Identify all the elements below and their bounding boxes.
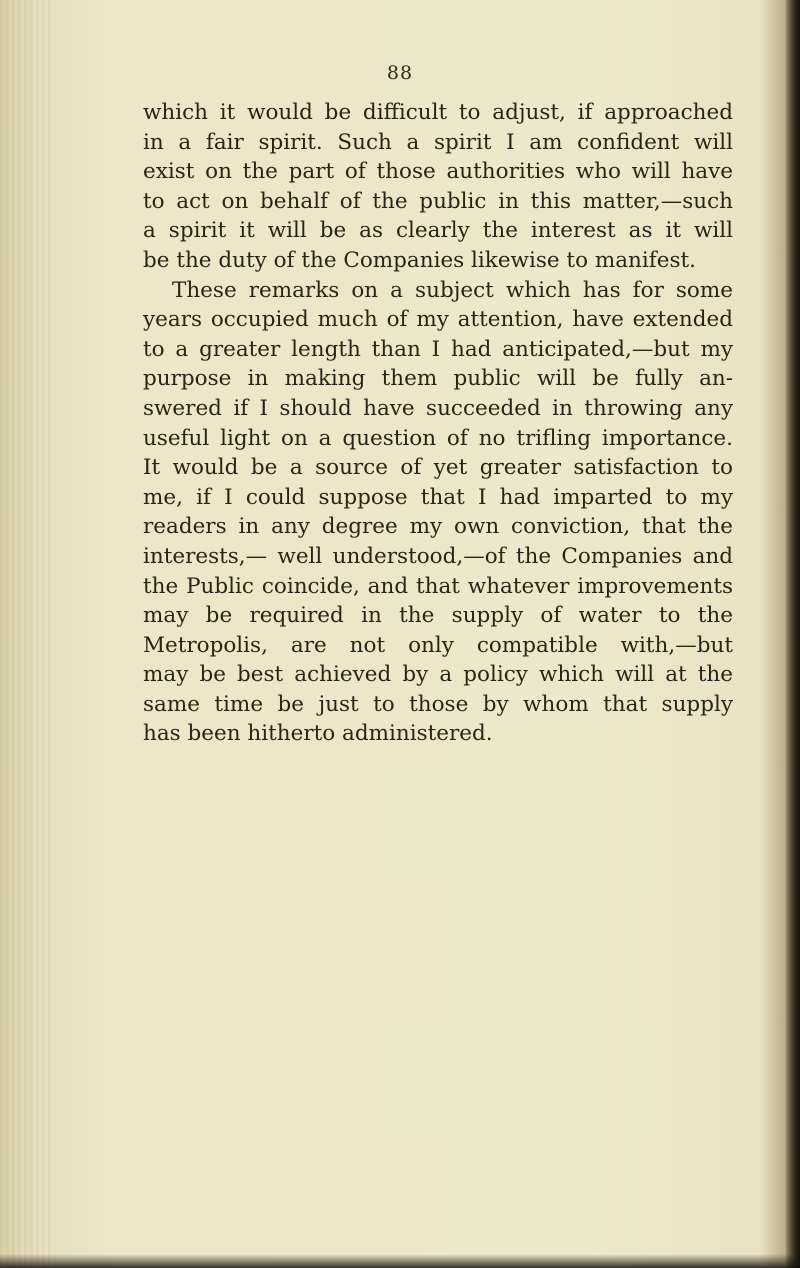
- text-line: swered if I should have succeeded in throwing any: [143, 395, 733, 421]
- text-line: to act on behalf of the public in this matter,—such: [143, 188, 733, 214]
- text-line: years occupied much of my attention, have extended: [143, 307, 733, 333]
- text-line: a spirit it will be as clearly the interest as it will: [143, 218, 733, 244]
- text-line: interests,— well understood,—of the Companies and: [143, 543, 733, 569]
- text-line: It would be a source of yet greater satisfaction to: [143, 455, 733, 481]
- text-line: exist on the part of those authorities who will have: [143, 159, 733, 185]
- text-line: Metropolis, are not only compatible with,—but: [143, 632, 733, 658]
- text-line: useful light on a question of no trifling importance.: [143, 425, 733, 451]
- page-edge-shadow: [786, 0, 800, 1268]
- text-line: same time be just to those by whom that supply: [143, 691, 733, 717]
- text-line: These remarks on a subject which has for some: [172, 277, 733, 303]
- text-line: purpose in making them public will be fully an-: [143, 366, 733, 392]
- text-line: to a greater length than I had anticipated,—but my: [143, 336, 733, 362]
- text-line: me, if I could suppose that I had imparted to my: [143, 484, 733, 510]
- text-line: in a fair spirit. Such a spirit I am confident will: [143, 129, 733, 155]
- text-line: may be required in the supply of water to the: [143, 603, 733, 629]
- binding-gutter: [0, 0, 55, 1268]
- bottom-edge-shadow: [0, 1254, 800, 1268]
- text-line: which it would be difficult to adjust, if approached: [143, 100, 733, 125]
- text-line: the Public coincide, and that whatever improvements: [143, 573, 733, 599]
- page-number: 88: [386, 62, 414, 84]
- text-line: may be best achieved by a policy which will at the: [143, 662, 733, 688]
- text-line: be the duty of the Companies likewise to manifest.: [143, 247, 696, 273]
- body-text: [143, 98, 733, 749]
- text-line: readers in any degree my own conviction, that the: [143, 514, 733, 540]
- text-line: has been hitherto administered.: [143, 721, 493, 747]
